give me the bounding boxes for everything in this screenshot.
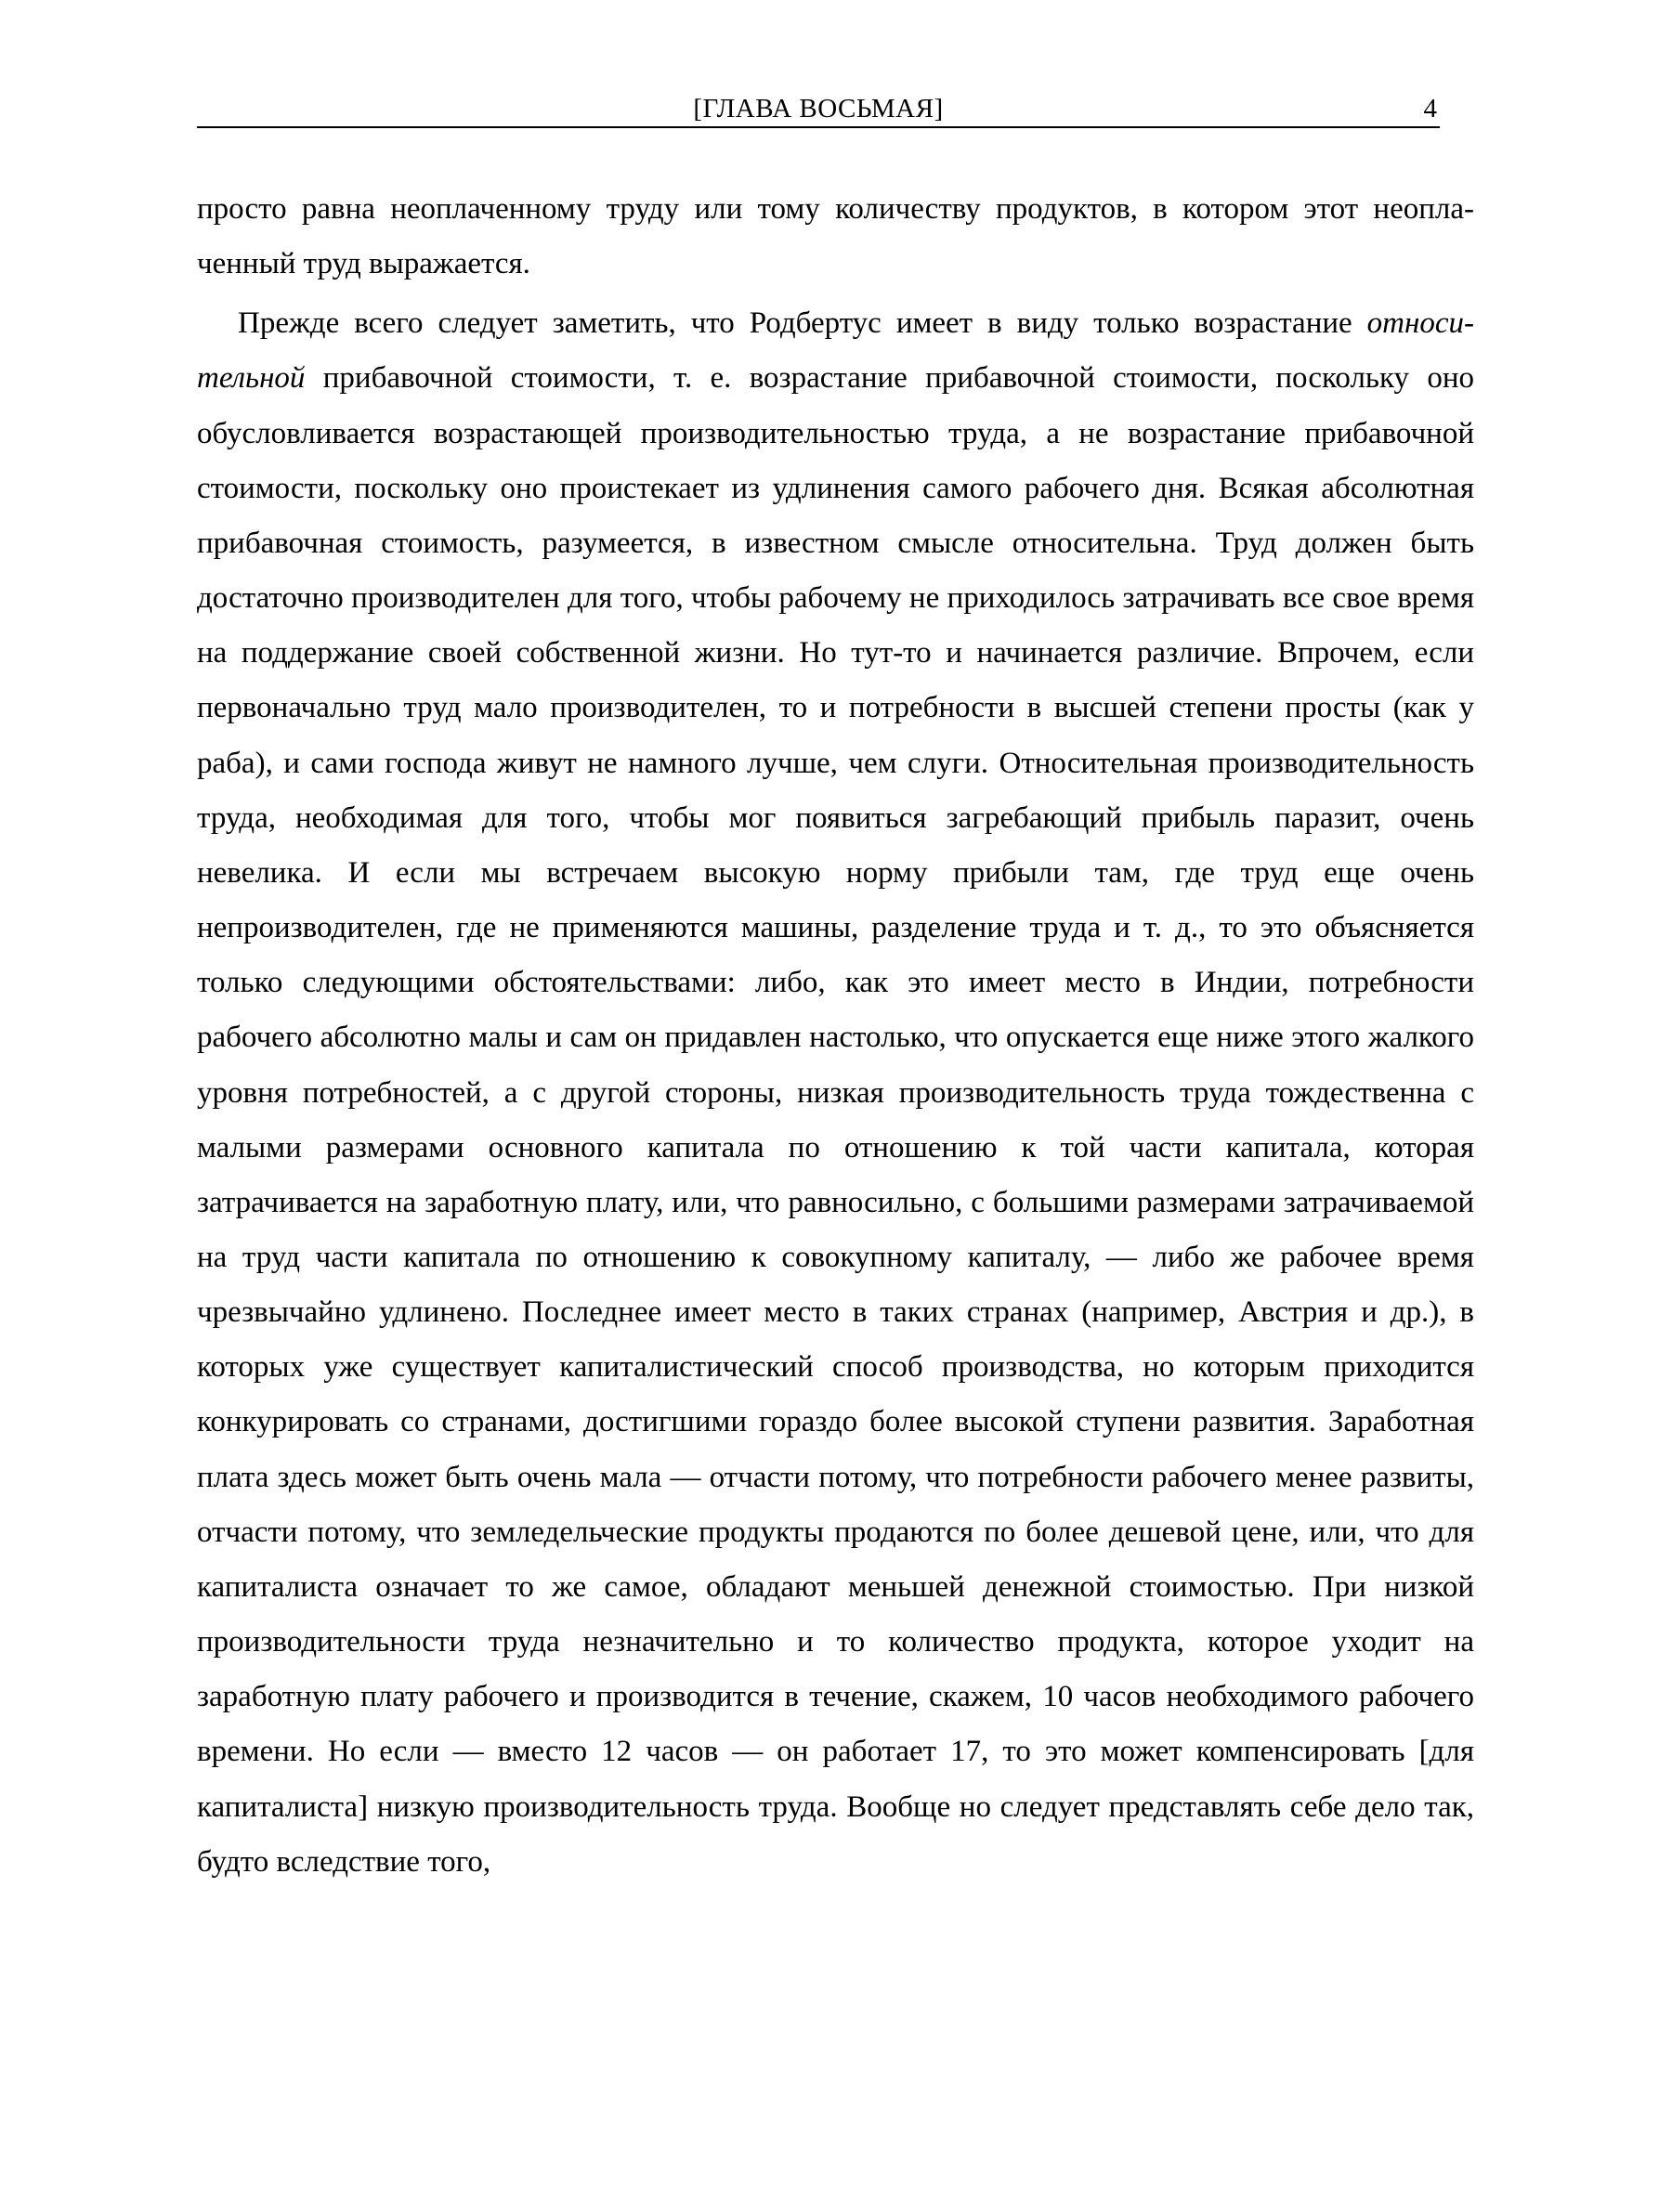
italic-emphasis: относительной <box>197 306 1474 396</box>
chapter-title: [ГЛАВА ВОСЬМАЯ] <box>693 94 944 124</box>
paragraph-main <box>197 296 1474 1890</box>
running-header <box>197 93 1440 128</box>
paragraph-continuation: просто равна неоплаченному труду или тому количеству продуктов, в котором этот неоплаченный труд выражается. <box>197 192 1474 281</box>
page-number: 4 <box>1423 94 1437 124</box>
paragraph-text-rest: прибавочной стоимости, т. е. возрастание прибавочной стоимости, поскольку оно обусловливается возрастающей производительностью труда, а не возрастание прибавочной стоимости, поскольку оно проистекает из удлинения самого рабочего дня. Всякая абсолютная прибавочная стоимость, разумеется, в известном смысле относительна. Труд должен быть достаточно производителен для того, чтобы рабочему не приходилось затрачивать все свое время на поддержание своей собственной жизни. Но тут-то и начинается различие. Впрочем, если первоначально труд мало производителен, то и потребности в высшей степени просты (как у раба), и сами господа живут не намного лучше, чем слуги. Относительная производительность труда, необходимая для того, чтобы мог появиться загребающий прибыль паразит, очень невелика. И если мы встречаем высокую норму прибыли там, где труд еще очень непроизводителен, где не применяются машины, разделение труда и т. д., то это объясняется только следующими обстоятельствами: либо, как это имеет место в Индии, потребности рабочего абсолютно малы и сам он придавлен настолько, что опускается еще ниже этого жалкого уровня потребностей, а с другой стороны, низкая производительность труда тождественна с малыми размерами основного капитала по отношению к той части капитала, которая затрачивается на заработную плату, или, что равносильно, с большими размерами затрачиваемой на труд части капитала по отношению к совокупному капиталу, — либо же рабочее время чрезвычайно удлинено. Последнее имеет место в таких странах (например, Австрия и др.), в которых уже существует капиталистический способ производства, но которым приходится конкурировать со странами, достигшими гораздо более высокой ступени развития. Заработная плата здесь может быть очень мала — отчасти потому, что потребности рабочего менее развиты, отчасти потому, что земледельческие продукты продаются по более дешевой цене, или, что для капиталиста означает то же самое, обладают меньшей денежной стоимостью. При низкой производительности труда незначительно и то количество продукта, которое уходит на заработную плату рабочего и производится в течение, скажем, 10 часов необходимого рабочего времени. Но если — вместо 12 часов — он работает 17, то это может компенсировать [для капиталиста] низкую производительность труда. Вообще но следует представлять себе дело так, будто вследствие того, <box>197 361 1474 1879</box>
body-text <box>197 182 1474 1890</box>
paragraph-text-start: Прежде всего следует заметить, что Родбертус имеет в виду только возрастание <box>238 306 1367 341</box>
